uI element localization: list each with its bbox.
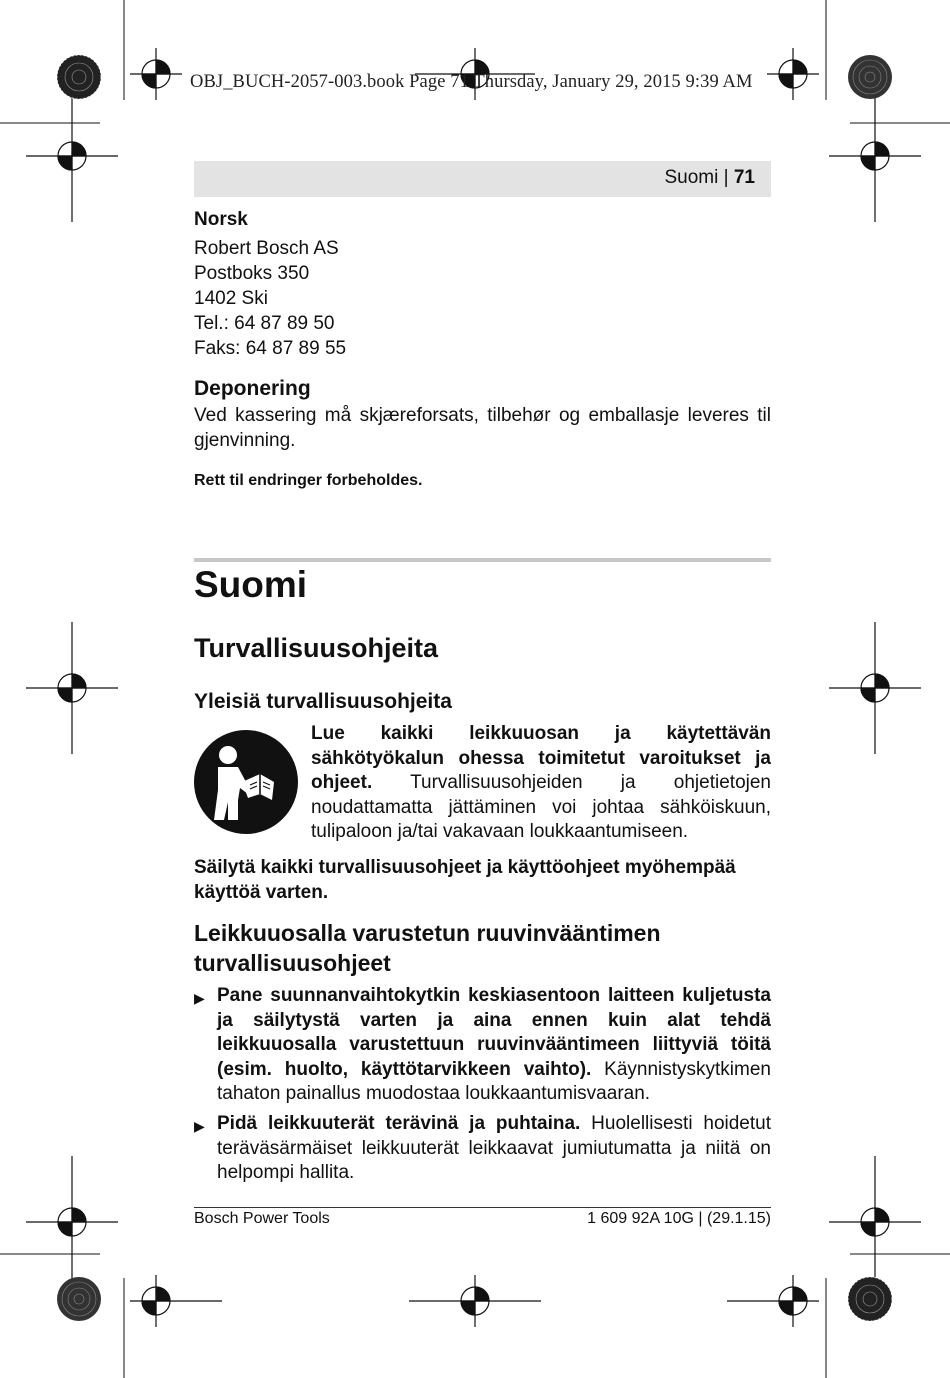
triangle-bullet-icon: ▶ xyxy=(194,990,205,1006)
deponering-text: Ved kassering må skjæreforsats, tilbehør og emballasje leveres til gjenvinning. xyxy=(194,405,771,451)
read-manual-icon xyxy=(194,730,298,834)
general-safety-heading: Yleisiä turvallisuusohjeita xyxy=(194,690,452,713)
section-divider xyxy=(194,558,771,562)
warning-bold-text: Lue kaikki leikkuuosan ja käytettävän sähkötyökalun ohessa toimitetut varoitukset ja ohjeet. xyxy=(311,723,771,793)
triangle-bullet-icon: ▶ xyxy=(194,1118,205,1134)
warning-text: Turvallisuusohjeiden ja ohjetietojen noudattamatta jättäminen voi johtaa sähköiskuun, tulipaloon ja/tai vakavaan loukkaantumiseen. xyxy=(311,772,771,842)
norsk-heading: Norsk xyxy=(194,209,248,230)
page-header-bar xyxy=(194,161,771,197)
norsk-section xyxy=(194,205,771,493)
suomi-title: Suomi xyxy=(194,564,308,605)
bullet-text: Käynnistyskytkimen tahaton painallus muodostaa loukkaantumisvaaran. xyxy=(217,1058,771,1104)
address-line: Faks: 64 87 89 55 xyxy=(194,338,347,359)
footer-divider xyxy=(194,1207,771,1208)
address-line: Postboks 350 xyxy=(194,263,310,284)
page-header xyxy=(665,167,756,189)
bullet-bold-text: Pane suunnanvaihtokytkin keskiasentoon laitteen kuljetusta ja säilytystä varten ja aina ennen kuin alat tehdä leikkuuosalla varustettuun ruuvinvääntimeen liittyviä töitä (esim. huolto, käyttötarvikkeen vaihto). xyxy=(217,985,771,1080)
address-block xyxy=(194,236,771,361)
safety-heading: Turvallisuusohjeita xyxy=(194,633,439,663)
page-header-section: Suomi xyxy=(664,167,719,188)
list-item xyxy=(194,984,771,1107)
page-number: 71 xyxy=(733,167,755,188)
rights-note: Rett til endringer forbeholdes. xyxy=(194,472,423,489)
footer-brand: Bosch Power Tools xyxy=(194,1210,330,1227)
screwdriver-safety-heading: Leikkuuosalla varustetun ruuvinvääntimen turvallisuusohjeet xyxy=(194,920,661,976)
save-instructions: Säilytä kaikki turvallisuusohjeet ja käyttöohjeet myöhempää käyttöä varten. xyxy=(194,857,736,903)
warning-paragraph xyxy=(311,722,771,845)
list-item xyxy=(194,1112,771,1186)
bullet-text: Huolellisesti hoidetut teräväsärmäiset leikkuuterät leikkaavat jumiutumatta ja niitä on helpompi hallita. xyxy=(217,1113,772,1183)
footer-doc-number: 1 609 92A 10G | (29.1.15) xyxy=(587,1210,771,1227)
address-line: Robert Bosch AS xyxy=(194,238,339,259)
address-line: Tel.: 64 87 89 50 xyxy=(194,313,335,334)
page-header-separator: | xyxy=(718,167,734,188)
address-line: 1402 Ski xyxy=(194,288,268,309)
deponering-heading: Deponering xyxy=(194,377,311,400)
book-header: OBJ_BUCH-2057-003.book Page 71 Thursday, January 29, 2015 9:39 AM xyxy=(190,72,753,92)
bullet-bold-text: Pidä leikkuuterät terävinä ja puhtaina. xyxy=(217,1113,581,1134)
